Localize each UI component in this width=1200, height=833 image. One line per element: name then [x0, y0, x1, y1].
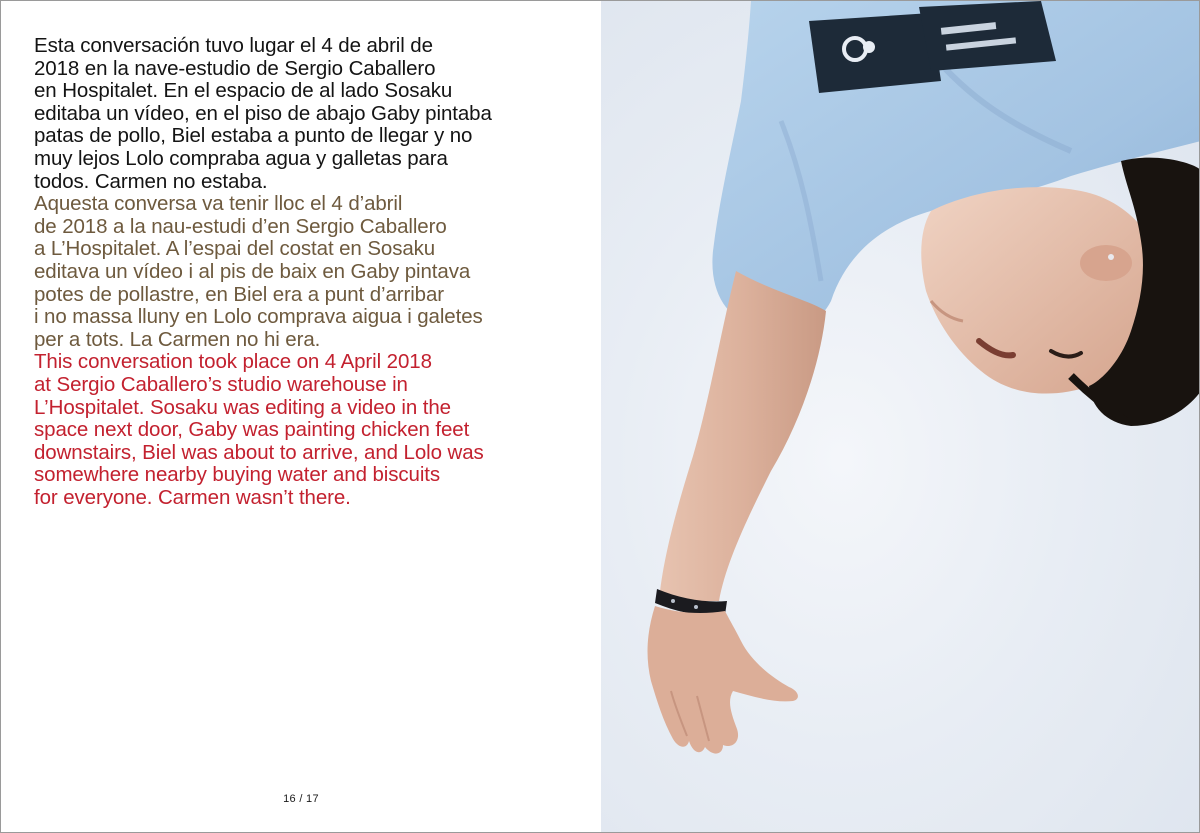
text-line: somewhere nearby buying water and biscuits [34, 463, 441, 487]
text-line: This conversation took place on 4 April 2018 [34, 350, 432, 374]
text-line: i no massa lluny en Lolo comprava aigua i galetes [34, 305, 483, 329]
text-line: editaba un vídeo, en el piso de abajo Gaby pintaba [34, 101, 492, 125]
shirt-logo-left [809, 13, 941, 93]
paragraph-spanish [34, 35, 574, 193]
text-line: de 2018 a la nau-estudi d’en Sergio Caballero [34, 214, 447, 238]
intro-text-block [34, 35, 574, 509]
hand-shape [648, 606, 798, 754]
text-line: per a tots. La Carmen no hi era. [34, 327, 321, 351]
text-line: editava un vídeo i al pis de baix en Gaby pintava [34, 259, 471, 283]
text-line: space next door, Gaby was painting chicken feet [34, 418, 470, 442]
text-line: a L’Hospitalet. A l’espai del costat en Sosaku [34, 237, 436, 261]
left-page [1, 1, 601, 833]
text-line: Esta conversación tuvo lugar el 4 de abril de [34, 34, 433, 57]
shirt-logo-right [919, 1, 1056, 71]
text-line: todos. Carmen no estaba. [34, 169, 268, 193]
paragraph-catalan [34, 193, 574, 351]
portrait-photo [601, 1, 1200, 833]
arm-shape [659, 271, 826, 601]
text-line: 2018 en la nave-estudio de Sergio Caballero [34, 56, 436, 80]
text-line: potes de pollastre, en Biel era a punt d’arribar [34, 282, 445, 306]
text-line: at Sergio Caballero’s studio warehouse in [34, 372, 408, 396]
text-line: L’Hospitalet. Sosaku was editing a video in the [34, 395, 451, 419]
paragraph-english [34, 351, 574, 509]
ear [1080, 245, 1132, 281]
text-line: Aquesta conversa va tenir lloc el 4 d’abril [34, 192, 403, 216]
photo-page [601, 1, 1200, 833]
text-line: for everyone. Carmen wasn’t there. [34, 485, 351, 509]
text-line: downstairs, Biel was about to arrive, and Lolo was [34, 440, 484, 464]
page-number: 16 / 17 [283, 793, 319, 805]
text-line: en Hospitalet. En el espacio de al lado Sosaku [34, 79, 453, 103]
text-line: muy lejos Lolo compraba agua y galletas para [34, 146, 448, 170]
text-line: patas de pollo, Biel estaba a punto de llegar y no [34, 124, 473, 148]
